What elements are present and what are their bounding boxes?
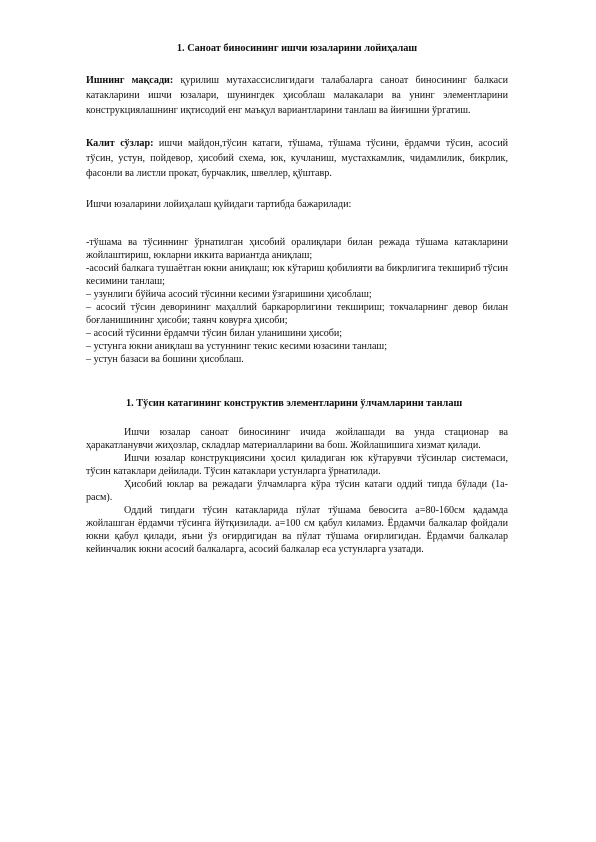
paragraph: Оддий типдаги тўсин катакларида пўлат тўшама бевосита а=80-160см қадамда жойлашган ёрдамчи тўсинга йўтқизилади. а=100 см қабул киламиз. Ёрдамчи балкалар фойдали юкни қабул қилади, яъни ўз оғирдигидан ва пўлат тўшама оғирлигидан. Ёрдамчи балкалар кейинчалик юкни асосий балкаларга, асосий балкалар еса устунларга узатади. (86, 505, 508, 555)
list-item: – устунга юкни аниқлаш ва устуннинг текис кесими юзасини танлаш; (86, 341, 388, 352)
keywords-label: Калит сўзлар: (86, 138, 154, 149)
list-item: – устун базаси ва бошини ҳисоблаш. (86, 354, 244, 365)
keywords-paragraph (86, 136, 508, 181)
list-item: – асосий тўсин деворининг маҳаллий баркарорлигини текшириш; токчаларнинг девор билан боғланишининг ҳисоби; таянч ковурға ҳисоби; (86, 302, 508, 326)
list-item: – асосий тўсинни ёрдамчи тўсин билан уланишини ҳисоби; (86, 328, 343, 339)
order-intro: Ишчи юзаларини лойиҳалаш қуйидаги тартибда бажарилади: (86, 199, 352, 210)
keywords-text: ишчи майдон,тўсин катаги, тўшама, тўшама тўсини, ёрдамчи тўсин, асосий тўсин, устун, пойдевор, ҳисобий схема, юк, кучланиш, мустахкамлик, чидамлилик, бикрлик, фасонли ва листли прокат, бурчаклик, швеллер, қўштавр. (86, 138, 508, 179)
list-item: -тўшама ва тўсиннинг ўрнатилган ҳисобий оралиқлари билан режада тўшама катакларини жойлаштириш, юкларни иккита вариантда аниқлаш; (86, 237, 508, 261)
paragraph: Ишчи юзалар конструкциясини ҳосил қиладиган юк кўтарувчи тўсинлар системаси, тўсин катаклари дейилади. Тўсин катаклари устунларга ўрнатилади. (86, 453, 508, 477)
goal-text: қурилиш мутахассислигидаги талабаларга саноат биносининг балкаси катакларини ишчи юзалари, шунингдек ҳисоблаш малакалари ва унинг элементларини конструкциялашнинг иқтисодий енг маъқул вариантларини танлаш ва йиғишни ўргатиш. (86, 75, 508, 116)
page-title: 1. Саноат биносининг ишчи юзаларини лойиҳалаш (176, 43, 418, 54)
list-item: -асосий балкага тушаётган юкни аниқлаш; юк кўтариш қобилияти ва бикрлигига текшириб тўсин кесимини танлаш; (86, 263, 508, 287)
steps-list (86, 236, 508, 366)
list-item: – узунлиги бўйича асосий тўсинни кесими ўзгаришини ҳисоблаш; (86, 289, 372, 300)
goal-paragraph (86, 73, 508, 118)
goal-label: Ишнинг мақсади: (86, 75, 174, 86)
paragraph: Ишчи юзалар саноат биносининг ичида жойлашади ва унда стационар ва ҳаракатланувчи жиҳозлар, складлар материалларини ва бош. Жойлашишига хизмат қилади. (86, 427, 508, 451)
body-text (86, 426, 508, 556)
section-heading: 1. Тўсин катагининг конструктив элементларини ўлчамларини танлаш (126, 398, 463, 409)
paragraph: Ҳисобий юклар ва режадаги ўлчамларга кўра тўсин катаги оддий типда бўлади (1а-расм). (86, 479, 508, 503)
